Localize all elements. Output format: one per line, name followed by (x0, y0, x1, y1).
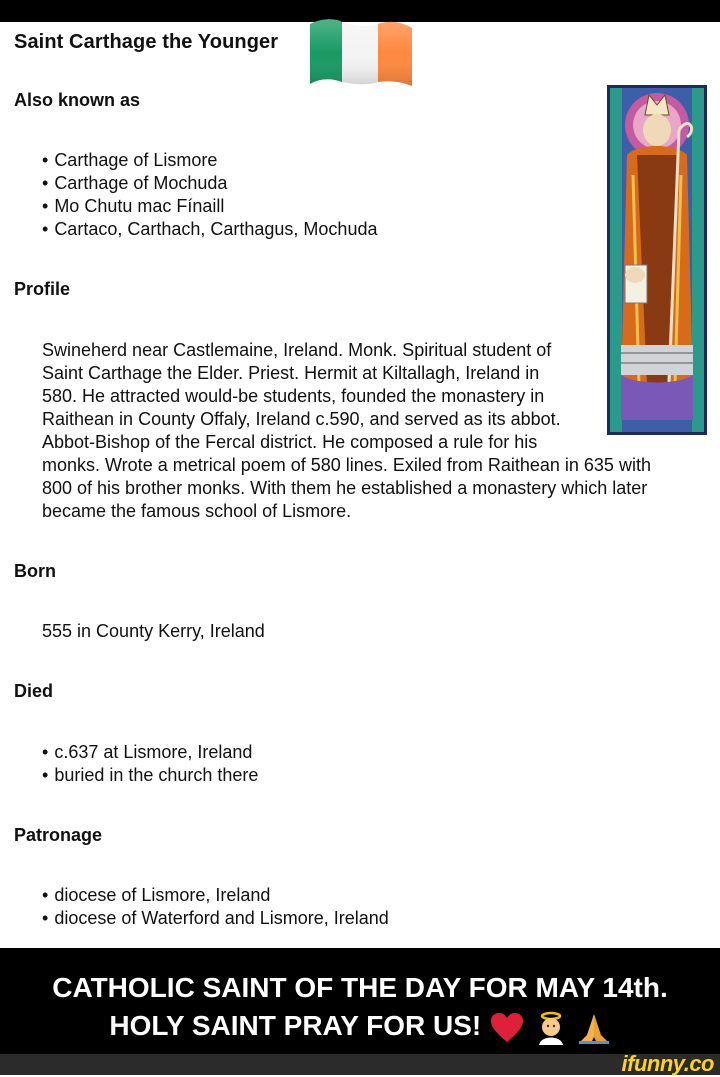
ireland-flag-icon (306, 12, 414, 88)
page-title: Saint Carthage the Younger (14, 31, 279, 53)
list-item: • buried in the church there (42, 764, 258, 787)
list-item: • Carthage of Lismore (42, 149, 377, 172)
banner-line-2-row (0, 1007, 720, 1045)
red-heart-icon (489, 1012, 525, 1044)
patronage-list (42, 884, 389, 930)
list-item: • Carthage of Mochuda (42, 172, 377, 195)
stained-glass-saint-image (607, 85, 707, 435)
profile-line: 580. He attracted would-be students, founded the monastery in (42, 386, 545, 406)
banner-line-2: HOLY SAINT PRAY FOR US! (109, 1010, 482, 1041)
died-heading: Died (14, 681, 54, 701)
profile-heading: Profile (14, 279, 71, 299)
ifunny-watermark: ifunny.co (621, 1051, 714, 1076)
profile-line: Saint Carthage the Elder. Priest. Hermit at Kiltallagh, Ireland in (42, 363, 540, 383)
saint-profile-page (0, 22, 720, 948)
list-item: • diocese of Waterford and Lismore, Ireland (42, 907, 389, 930)
caption-banner (0, 948, 720, 1054)
praying-hands-icon (577, 1011, 611, 1045)
died-list (42, 741, 258, 787)
profile-line: Abbot-Bishop of the Fercal district. He composed a rule for his (42, 432, 538, 452)
list-item: • Cartaco, Carthach, Carthagus, Mochuda (42, 218, 377, 241)
list-item: • c.637 at Lismore, Ireland (42, 741, 258, 764)
profile-line: 800 of his brother monks. With them he established a monastery which later (42, 478, 648, 498)
patronage-heading: Patronage (14, 825, 103, 845)
born-heading: Born (14, 561, 56, 581)
baby-angel-icon (533, 1011, 569, 1045)
banner-line-1: CATHOLIC SAINT OF THE DAY FOR MAY 14th. (52, 972, 668, 1003)
profile-line: Raithean in County Offaly, Ireland c.590, and served as its abbot. (42, 409, 561, 429)
profile-line: Swineherd near Castlemaine, Ireland. Monk. Spiritual student of (42, 340, 552, 360)
list-item: • diocese of Lismore, Ireland (42, 884, 389, 907)
also-known-as-heading: Also known as (14, 90, 141, 110)
watermark-bar (0, 1051, 720, 1076)
profile-line: monks. Wrote a metrical poem of 580 lines. Exiled from Raithean in 635 with (42, 455, 651, 475)
also-known-as-list (42, 149, 377, 241)
list-item: • Mo Chutu mac Fínaill (42, 195, 377, 218)
title-row (14, 26, 278, 86)
profile-line: became the famous school of Lismore. (42, 501, 352, 521)
born-text: 555 in County Kerry, Ireland (42, 621, 265, 641)
